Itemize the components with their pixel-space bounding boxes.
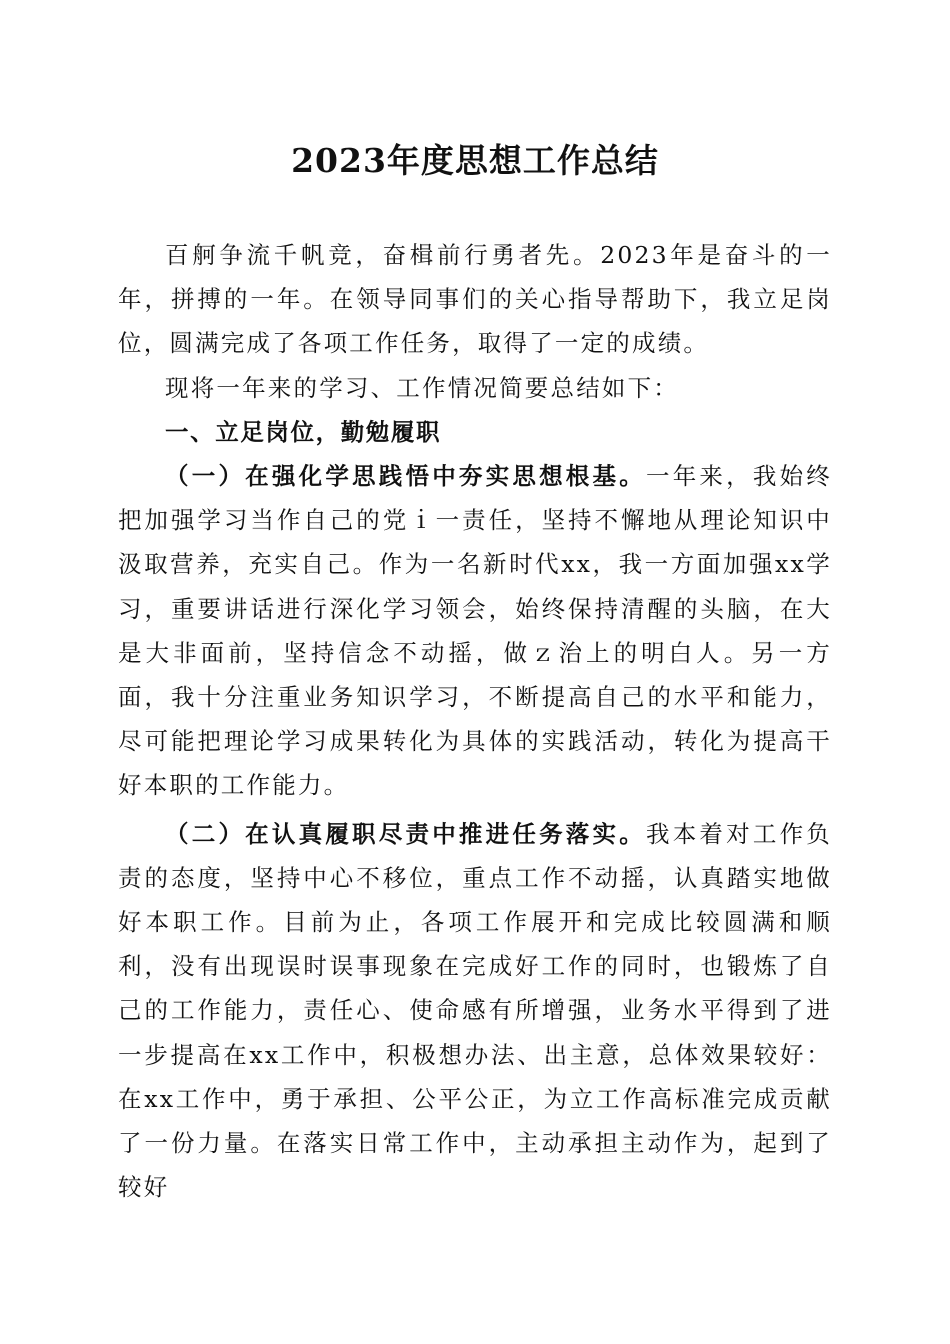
intro-paragraph: 百舸争流千帆竞，奋楫前行勇者先。2023年是奋斗的一年，拼搏的一年。在领导同事们的关心指导帮助下，我立足岗位，圆满完成了各项工作任务，取得了一定的成绩。 [118, 241, 832, 358]
transition-paragraph: 现将一年来的学习、工作情况简要总结如下： [165, 373, 679, 402]
subsection-1-text: 一年来，我始终把加强学习当作自己的党ｉ一责任，坚持不懈地从理论知识中汲取营养，充实自己。作为一名新时代xx，我一方面加强xx学习，重要讲话进行深化学习领会，始终保持清醒的头脑，在大是大非面前，坚持信念不动摇，做ｚ治上的明白人。另一方面，我十分注重业务知识学习，不断提高自己的水平和能力，尽可能把理论学习成果转化为具体的实践活动，转化为提高干好本职的工作能力。 [118, 462, 832, 800]
subsection-2-text: 我本着对工作负责的态度，坚持中心不移位，重点工作不动摇，认真踏实地做好本职工作。目前为止，各项工作展开和完成比较圆满和顺利，没有出现误时误事现象在完成好工作的同时，也锻炼了自己的工作能力，责任心、使命感有所增强，业务水平得到了进一步提高在xx工作中，积极想办法、出主意，总体效果较好：在xx工作中，勇于承担、公平公正，为立工作高标准完成贡献了一份力量。在落实日常工作中，主动承担主动作为，起到了较好 [118, 819, 832, 1202]
subsection-1-paragraph [118, 454, 832, 808]
subsection-2-paragraph [118, 812, 832, 1210]
section-heading: 一、立足岗位，勤勉履职 [165, 417, 442, 446]
document-body [118, 233, 832, 1202]
subsection-1-heading: （一）在强化学思践悟中夯实思想根基。 [165, 462, 646, 491]
document-title: 2023年度思想工作总结 [291, 141, 659, 180]
subsection-2-heading: （二）在认真履职尽责中推进任务落实。 [165, 819, 646, 848]
